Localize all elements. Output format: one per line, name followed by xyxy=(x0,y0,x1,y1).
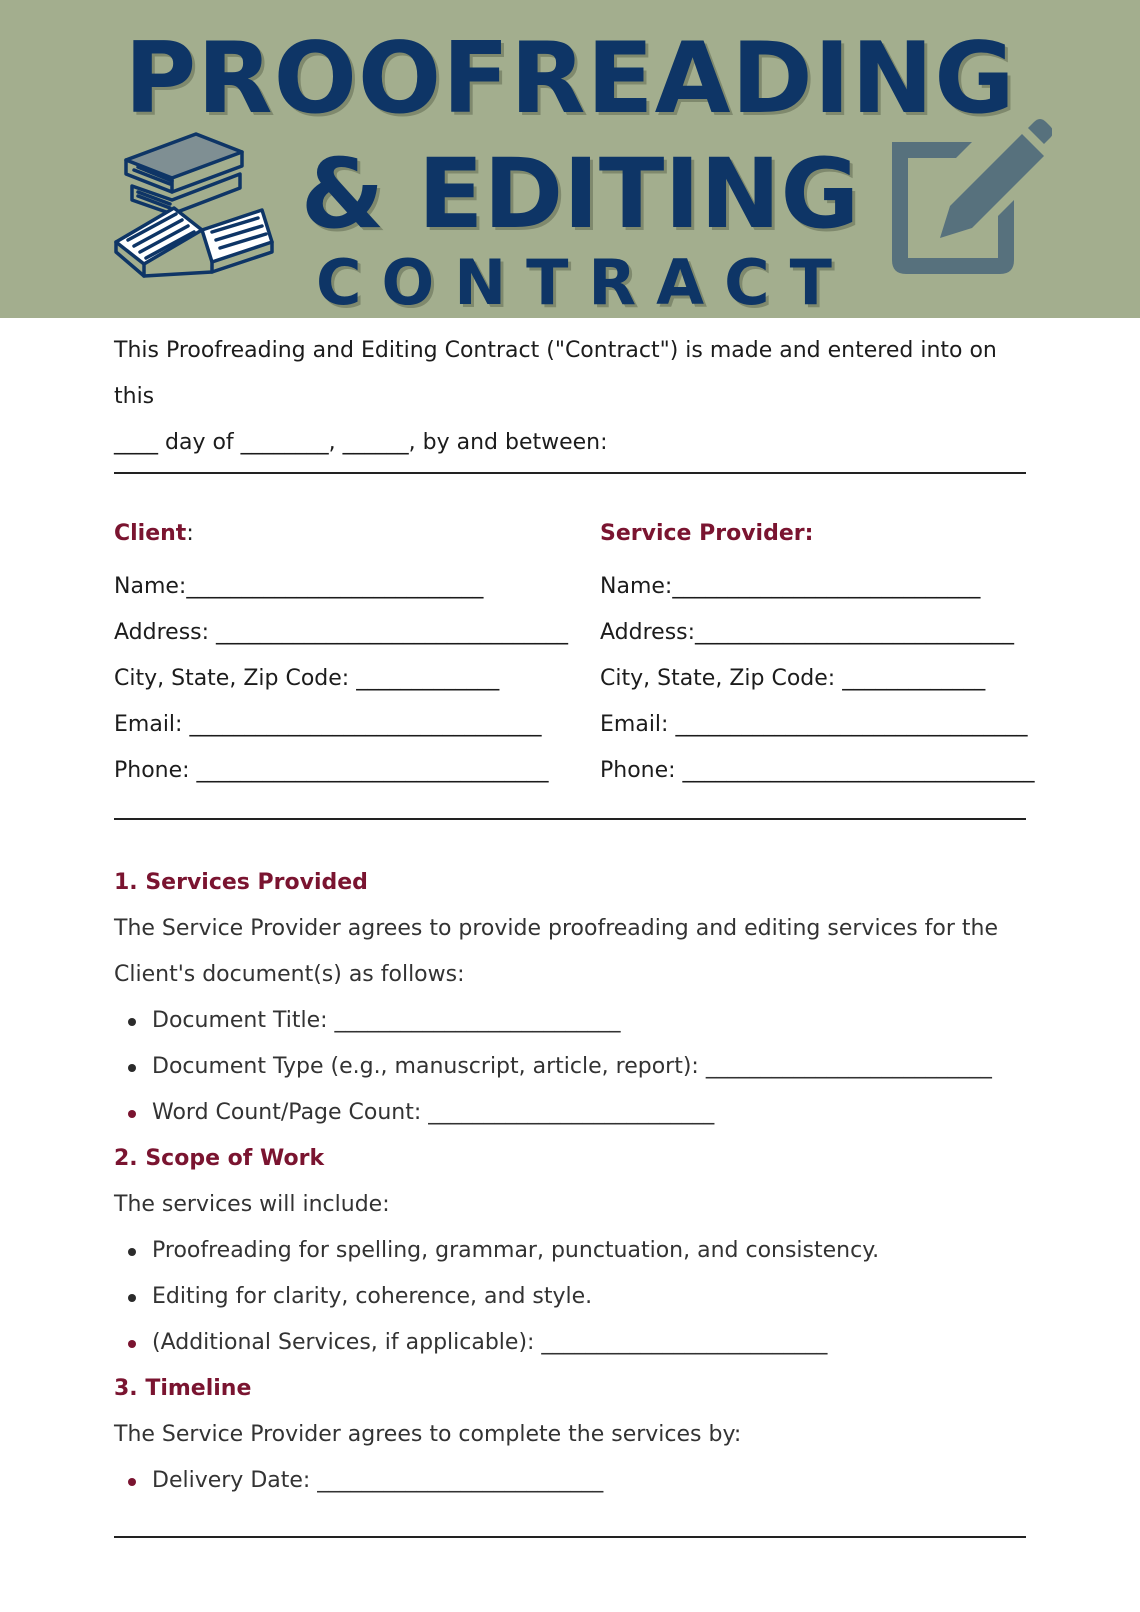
services-paragraph xyxy=(114,906,1026,998)
intro-paragraph xyxy=(114,318,1026,466)
intro-line-1: This Proofreading and Editing Contract ("Contract") is made and entered into on this xyxy=(114,338,997,409)
client-email-field: Email: ________________________________ xyxy=(114,712,542,737)
section-heading-timeline: 3. Timeline xyxy=(114,1376,252,1401)
edit-pencil-icon xyxy=(872,112,1052,292)
provider-city-field: City, State, Zip Code: _____________ xyxy=(600,666,986,691)
header-banner xyxy=(0,0,1140,318)
services-para-line-1: The Service Provider agrees to provide proofreading and editing services for the xyxy=(114,916,998,941)
client-phone-field: Phone: ________________________________ xyxy=(114,758,549,783)
divider xyxy=(114,818,1026,820)
provider-heading-label: Service Provider xyxy=(600,521,805,546)
contract-body xyxy=(114,318,1035,1538)
provider-column xyxy=(600,518,1035,794)
scope-list xyxy=(114,1228,1026,1366)
list-item: Proofreading for spelling, grammar, punctuation, and consistency. xyxy=(114,1228,1026,1274)
list-item: Document Title: __________________________ xyxy=(114,998,1026,1044)
section-heading-scope: 2. Scope of Work xyxy=(114,1146,325,1171)
provider-phone-field: Phone: ________________________________ xyxy=(600,758,1035,783)
client-address-field: Address: ________________________________ xyxy=(114,620,569,645)
client-heading-label: Client xyxy=(114,521,187,546)
list-item: Word Count/Page Count: __________________________ xyxy=(114,1090,1026,1136)
list-item: Document Type (e.g., manuscript, article, report): __________________________ xyxy=(114,1044,1026,1090)
provider-address-field: Address:_____________________________ xyxy=(600,620,1015,645)
section-heading-services: 1. Services Provided xyxy=(114,870,368,895)
title-line-3: CONTRACT xyxy=(316,246,852,318)
scope-paragraph: The services will include: xyxy=(114,1192,390,1217)
client-city-field: City, State, Zip Code: _____________ xyxy=(114,666,500,691)
client-name-field: Name:___________________________ xyxy=(114,574,484,599)
title-line-1: PROOFREADING xyxy=(124,22,1016,136)
divider xyxy=(114,472,1026,474)
client-column xyxy=(114,518,600,794)
intro-line-2: ____ day of ________, ______, by and between: xyxy=(114,430,608,455)
provider-name-field: Name:____________________________ xyxy=(600,574,981,599)
timeline-list xyxy=(114,1458,1026,1504)
divider xyxy=(114,1536,1026,1538)
client-heading xyxy=(114,518,600,550)
provider-heading-colon: : xyxy=(804,521,814,546)
services-para-line-2: Client's document(s) as follows: xyxy=(114,962,465,987)
client-heading-colon: : xyxy=(186,521,194,546)
provider-email-field: Email: ________________________________ xyxy=(600,712,1028,737)
list-item: (Additional Services, if applicable): __________________________ xyxy=(114,1320,1026,1366)
list-item: Editing for clarity, coherence, and style. xyxy=(114,1274,1026,1320)
list-item: Delivery Date: __________________________ xyxy=(114,1458,1026,1504)
title-line-2: & EDITING xyxy=(300,138,860,250)
timeline-paragraph: The Service Provider agrees to complete the services by: xyxy=(114,1422,742,1447)
parties-section xyxy=(114,518,1035,794)
provider-heading xyxy=(600,518,1026,550)
services-list xyxy=(114,998,1026,1136)
